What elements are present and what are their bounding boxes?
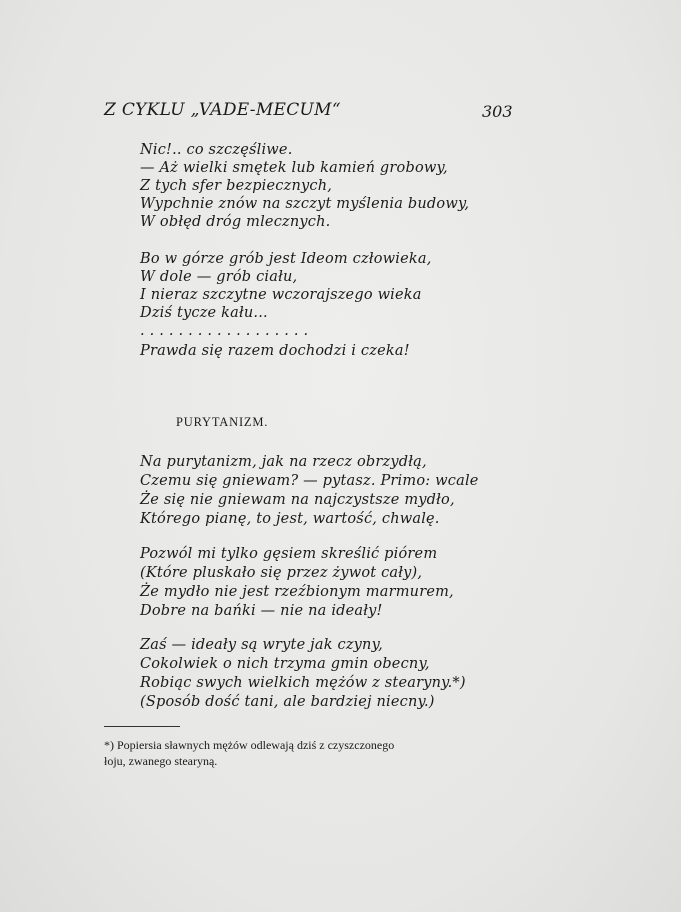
poem-line: W obłęd dróg mlecznych. <box>140 214 331 230</box>
poem-line: Dziś tycze kału... <box>140 305 268 321</box>
poem-line: Czemu się gniewam? — pytasz. Primo: wcale <box>140 473 479 489</box>
poem-line: Zaś — ideały są wryte jak czyny, <box>140 637 383 653</box>
footnote-line: łoju, zwanego stearyną. <box>104 754 218 768</box>
poem-title: PURYTANIZM. <box>176 415 269 429</box>
poem-line: W dole — grób ciału, <box>140 269 298 285</box>
footnote-divider <box>104 726 180 727</box>
poem-line: Którego pianę, to jest, wartość, chwalę. <box>140 511 440 527</box>
poem-line: Wypchnie znów na szczyt myślenia budowy, <box>140 196 470 212</box>
poem-line: (Które pluskało się przez żywot cały), <box>140 565 423 581</box>
poem-line: Bo w górze grób jest Ideom człowieka, <box>140 251 432 267</box>
poem-line: I nieraz szczytne wczorajszego wieka <box>140 287 422 303</box>
poem-line: Dobre na bańki — nie na ideały! <box>140 603 383 619</box>
poem-line: Cokolwiek o nich trzyma gmin obecny, <box>140 656 430 672</box>
poem-line: Nic!.. co szczęśliwe. <box>140 142 293 158</box>
page-number: 303 <box>482 102 513 121</box>
running-title: Z CYKLU „VADE-MECUM“ <box>104 100 341 120</box>
ellipsis-row: . . . . . . . . . . . . . . . . . . <box>140 323 309 339</box>
poem-line: Na purytanizm, jak na rzecz obrzydłą, <box>140 454 427 470</box>
poem-line: Z tych sfer bezpiecznych, <box>140 178 333 194</box>
poem-line: Że się nie gniewam na najczystsze mydło, <box>140 492 455 508</box>
poem-line: Że mydło nie jest rzeźbionym marmurem, <box>140 584 454 600</box>
poem-line: Robiąc swych wielkich mężów z stearyny.*) <box>140 675 466 691</box>
poem-line: (Sposób dość tani, ale bardziej niecny.) <box>140 694 435 710</box>
poem-line: — Aż wielki smętek lub kamień grobowy, <box>140 160 448 176</box>
footnote-line: *) Popiersia sławnych mężów odlewają dziś z czyszczonego <box>104 738 395 752</box>
poem-line: Prawda się razem dochodzi i czeka! <box>140 343 410 359</box>
poem-line: Pozwól mi tylko gęsiem skreślić piórem <box>140 546 438 562</box>
